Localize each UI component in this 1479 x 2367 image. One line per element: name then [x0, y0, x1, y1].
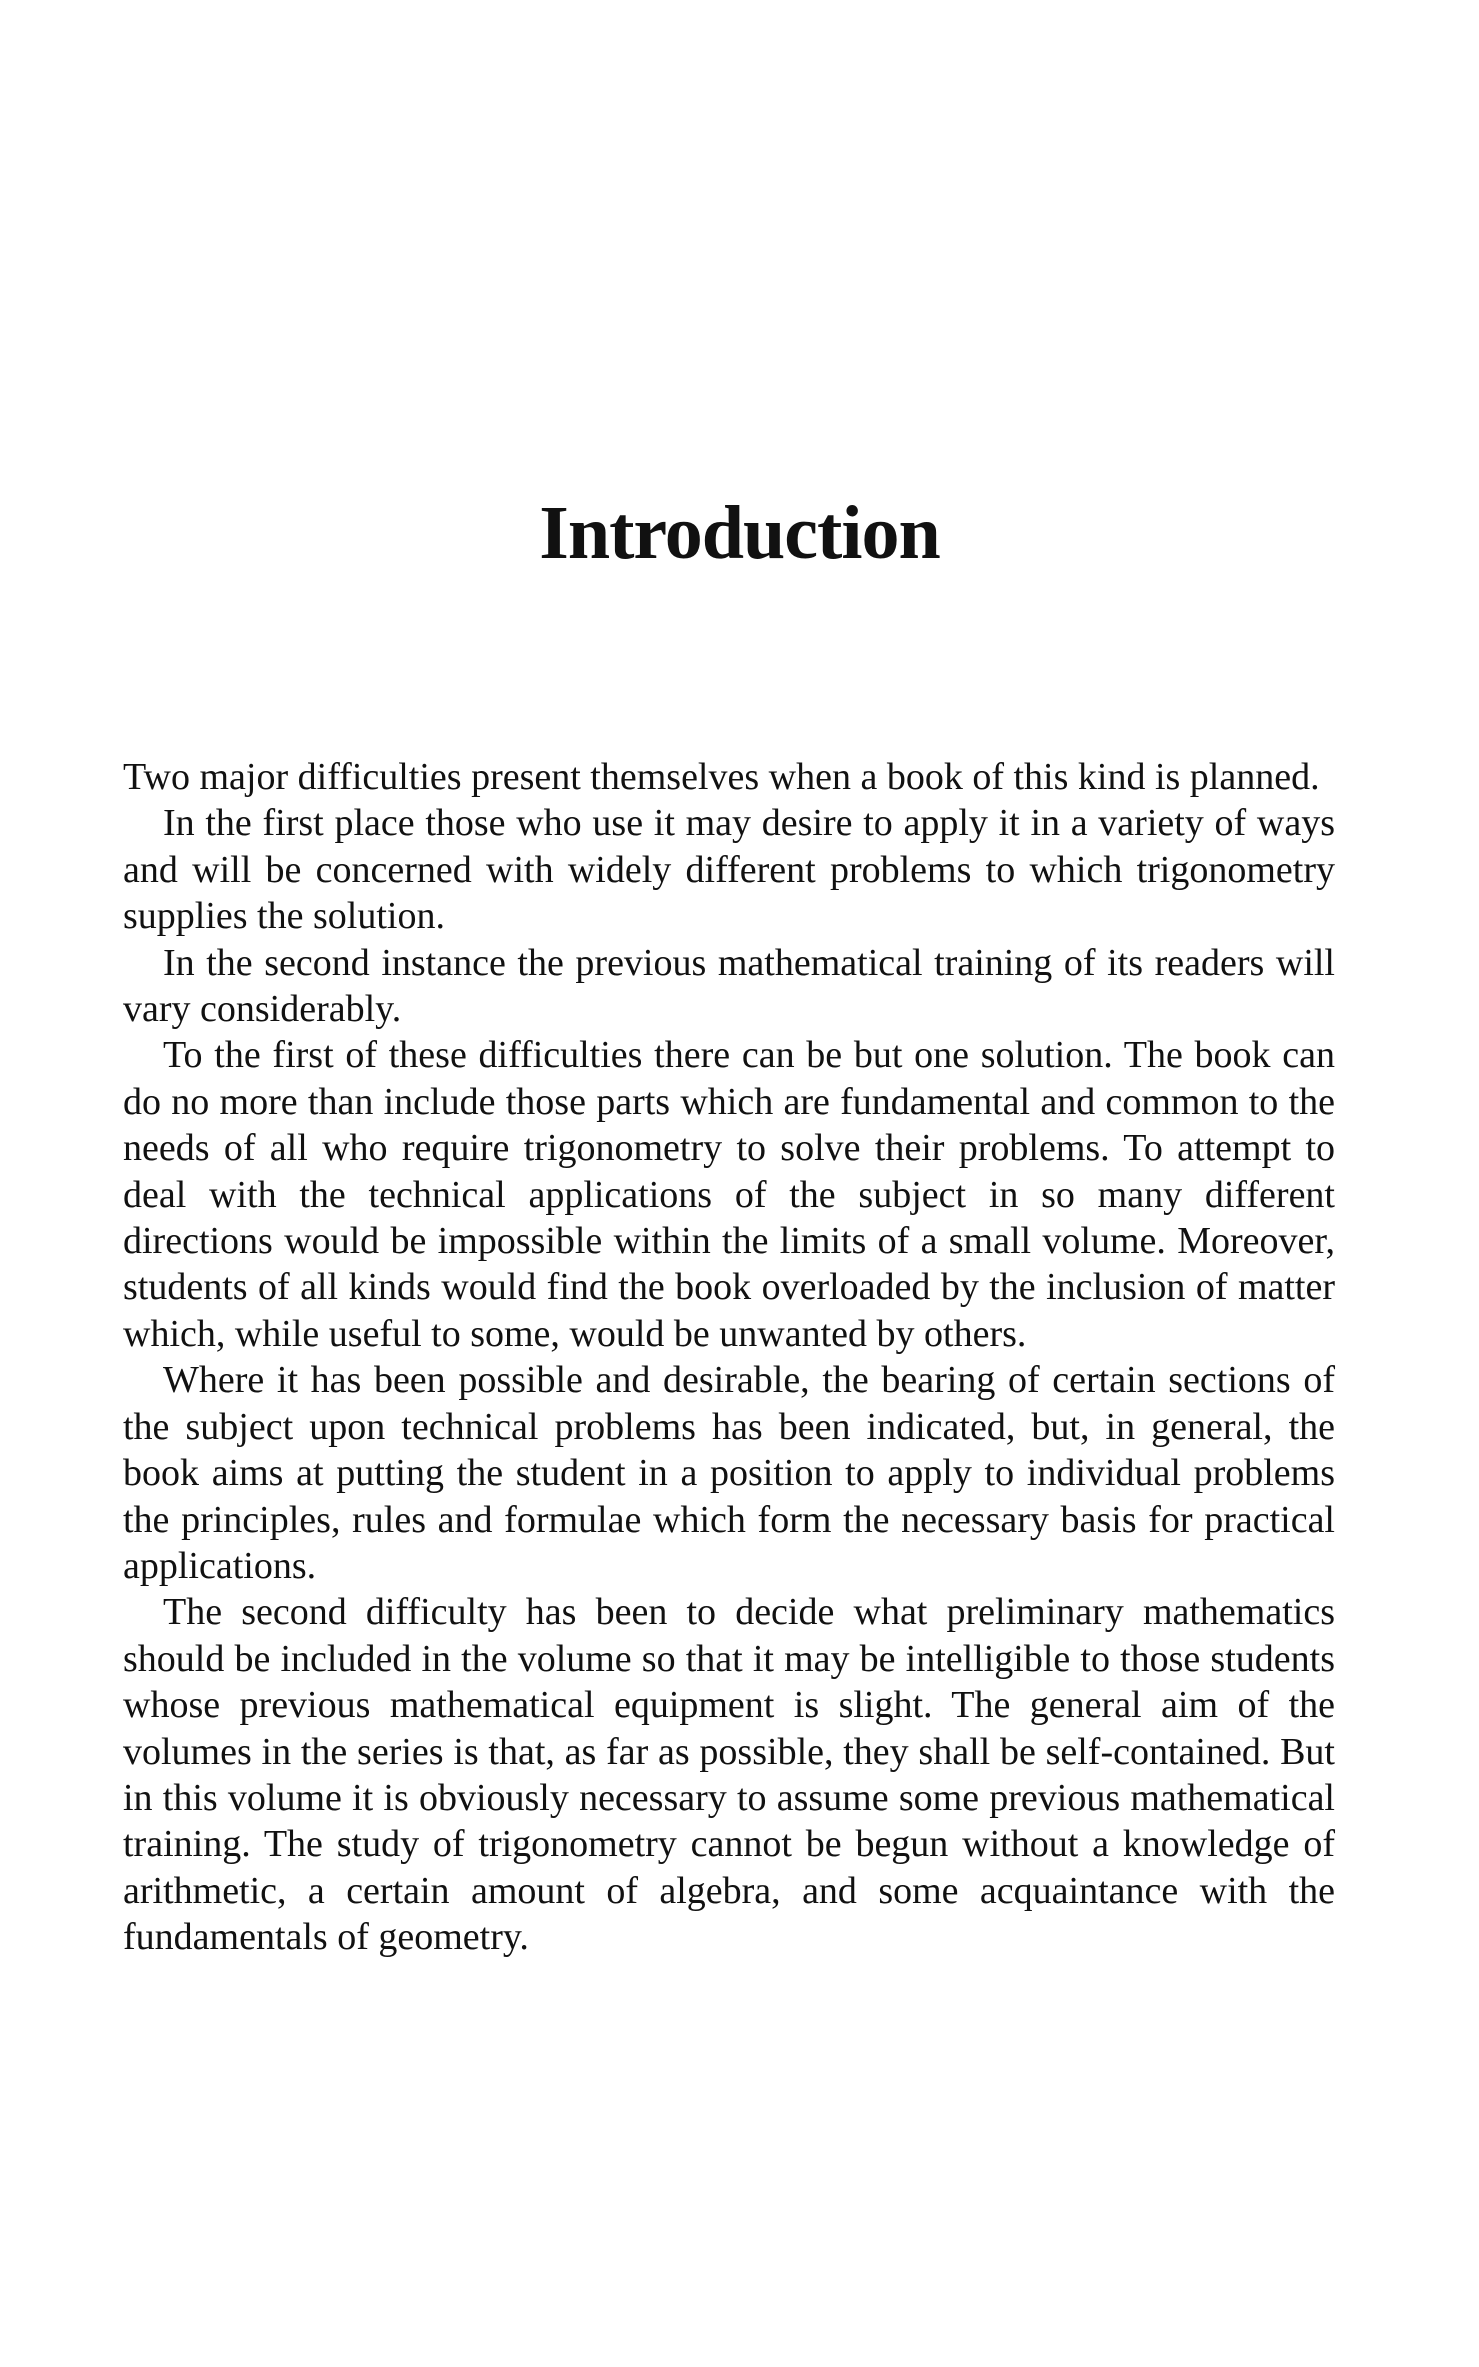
paragraph-1: Two major difficulties present themselves when a book of this kind is planned. [123, 756, 1320, 798]
chapter-title: Introduction [539, 491, 940, 575]
paragraph-4: To the first of these difficulties there can be but one solution. The book can do no more than include those parts which are fundamental and common to the needs of all who require trigonometry to solve their problems. To attempt to deal with the technical applications of the subject in so many different directions would be impossible within the limits of a small volume. Moreover, students of all kinds would find the book overloaded by the inclusion of matter which, while useful to some, would be unwanted by others. [123, 1034, 1335, 1355]
paragraph-3: In the second instance the previous mathematical training of its readers will vary considerably. [123, 941, 1335, 1031]
paragraph-5: Where it has been possible and desirable, the bearing of certain sections of the subject upon technical problems has been indicated, but, in general, the book aims at putting the student in a position to apply to individual problems the principles, rules and formulae which form the necessary basis for practical applications. [123, 1359, 1335, 1587]
paragraph-6: The second difficulty has been to decide what preliminary mathematics should be included in the volume so that it may be intelligible to those students whose previous mathematical equipment is slight. The general aim of the volumes in the series is that, as far as possible, they shall be self-contained. But in this volume it is obviously necessary to assume some previous mathematical training. The study of trigonometry cannot be begun without a knowledge of arithmetic, a certain amount of algebra, and some acquaintance with the fundamentals of geometry. [123, 1591, 1335, 1959]
body-text [123, 754, 1335, 1961]
paragraph-2: In the first place those who use it may desire to apply it in a variety of ways and will be concerned with widely different problems to which trigonometry supplies the solution. [123, 802, 1335, 938]
